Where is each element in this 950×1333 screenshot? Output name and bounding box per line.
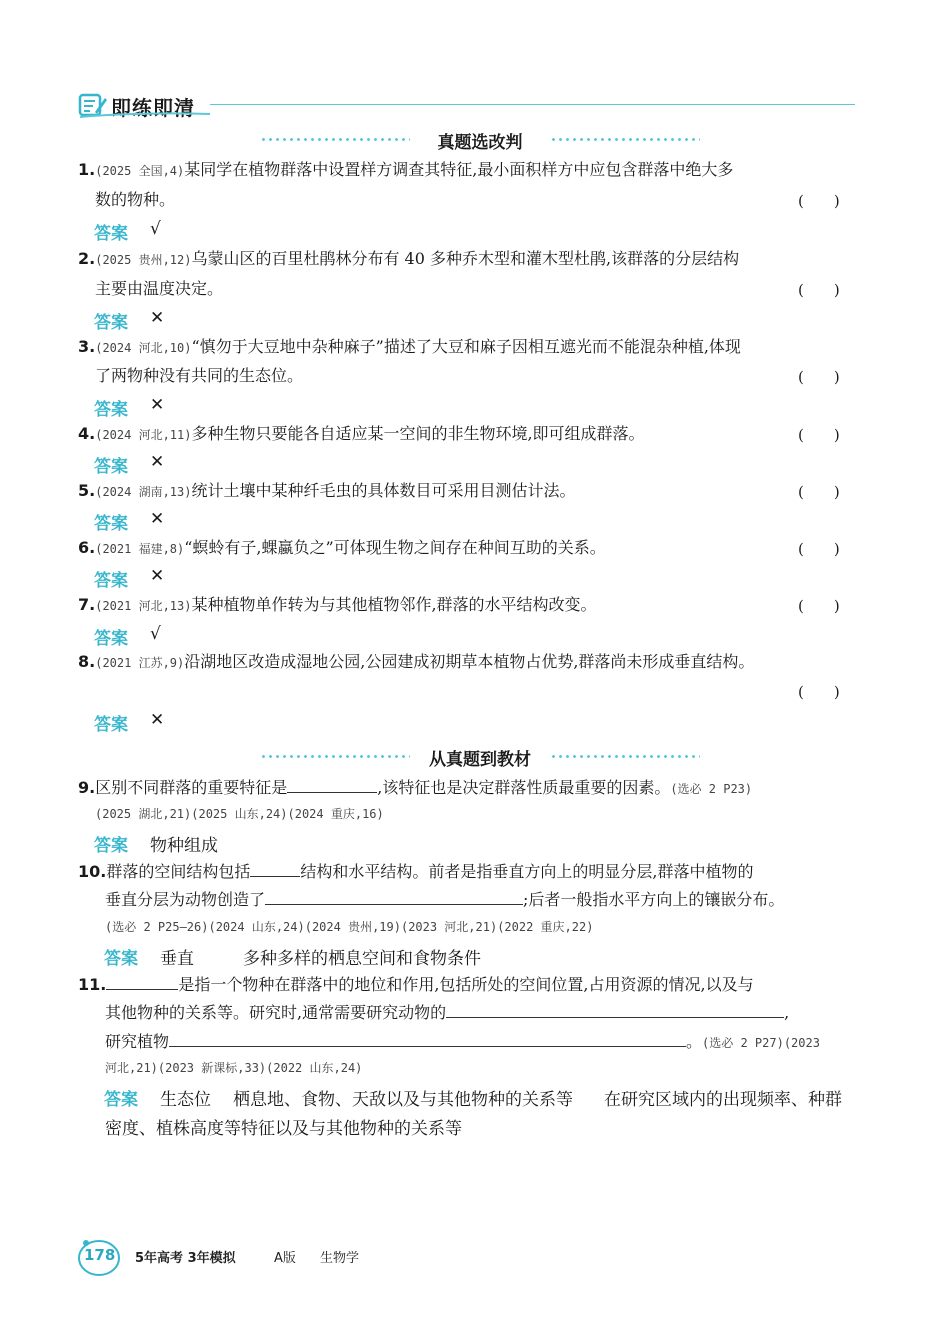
question-source: (2021 河北,13) [95, 599, 192, 613]
question-1-line-1 [78, 160, 733, 181]
question-number: 1. [78, 160, 96, 179]
answer-parentheses: ( ) [798, 192, 840, 210]
question-text: 乌蒙山区的百里杜鹃林分布有 40 多种乔木型和灌木型杜鹃,该群落的分层结构 [191, 249, 740, 268]
question-3-line-1 [78, 337, 741, 358]
question-8-line-1 [78, 652, 754, 673]
answer-label: 答案 [94, 514, 128, 534]
book-title: 5年高考 3年模拟 [135, 1251, 236, 1266]
question-number: 4. [78, 424, 96, 443]
question-source: (2024 河北,11) [95, 428, 192, 442]
question-9-line-1 [78, 776, 752, 799]
question-1-line-2: 数的物种。 [95, 190, 176, 209]
page-number: 178 [84, 1246, 116, 1264]
answer-value: 物种组成 [150, 836, 218, 856]
answer-parentheses: ( ) [798, 597, 840, 615]
answer-label: 答案 [94, 400, 128, 420]
textbook-reference: (选必 2 P27)(2023 [702, 1036, 820, 1050]
question-2-line-1 [78, 249, 739, 270]
question-text: 群落的空间结构包括 [106, 862, 251, 881]
question-number: 11. [78, 975, 107, 994]
page-title: 即练即清 [111, 96, 195, 120]
question-text: 某同学在植物群落中设置样方调查其特征,最小面积样方中应包含群落中绝大多 [184, 160, 734, 179]
title-underline-decoration [80, 112, 210, 118]
answer-value: ✕ [150, 710, 165, 730]
book-subject: 生物学 [320, 1251, 360, 1266]
question-text: 结构和水平结构。前者是指垂直方向上的明显分层,群落中植物的 [300, 862, 754, 881]
answer-value: ✕ [150, 395, 165, 415]
answer-label: 答案 [104, 949, 138, 969]
answer-value: ✕ [150, 452, 165, 472]
answer-value: √ [150, 624, 161, 644]
answer-value: 生态位 [160, 1090, 211, 1110]
answer-value: √ [150, 219, 161, 239]
question-number: 9. [78, 778, 96, 797]
answer-parentheses: ( ) [798, 368, 840, 386]
question-sources: 河北,21)(2023 新课标,33)(2022 山东,24) [105, 1061, 363, 1075]
fill-in-blank [265, 888, 523, 905]
question-number: 2. [78, 249, 96, 268]
question-11-line-3 [105, 1030, 820, 1053]
question-text: “慎勿于大豆地中杂种麻子”描述了大豆和麻子因相互遮光而不能混杂种植,体现 [191, 337, 741, 356]
fill-in-blank [287, 776, 377, 793]
question-7-line-1 [78, 595, 597, 616]
question-text: “螟蛉有子,蜾蠃负之”可体现生物之间存在种间互助的关系。 [184, 538, 606, 557]
dotted-divider-right [550, 755, 700, 758]
question-3-line-2: 了两物种没有共同的生态位。 [95, 366, 304, 385]
section-heading-1 [260, 128, 700, 153]
question-source: (2024 湖南,13) [95, 485, 192, 499]
answer-label: 答案 [94, 715, 128, 735]
section-title: 真题选改判 [437, 133, 523, 153]
textbook-reference: (选必 2 P23) [670, 782, 753, 796]
question-text: 沿湖地区改造成湿地公园,公园建成初期草本植物占优势,群落尚未形成垂直结构。 [184, 652, 755, 671]
question-6-line-1 [78, 538, 606, 559]
answer-value: 密度、植株高度等特征以及与其他物种的关系等 [105, 1119, 462, 1139]
question-5-line-1 [78, 481, 575, 502]
answer-parentheses: ( ) [798, 540, 840, 558]
question-source: (2025 全国,4) [95, 164, 185, 178]
question-number: 3. [78, 337, 96, 356]
fill-in-blank [106, 973, 178, 990]
question-11-line-1 [78, 973, 754, 995]
question-text: , [784, 1003, 790, 1022]
question-10-line-1 [78, 860, 753, 882]
question-number: 10. [78, 862, 107, 881]
answer-parentheses: ( ) [798, 483, 840, 501]
question-text: ,该特征也是决定群落性质最重要的因素。 [377, 778, 671, 797]
answer-value: 多种多样的栖息空间和食物条件 [243, 949, 481, 969]
question-2-line-2: 主要由温度决定。 [95, 279, 224, 298]
fill-in-blank [169, 1030, 686, 1047]
question-text: 区别不同群落的重要特征是 [95, 778, 288, 797]
answer-label: 答案 [94, 457, 128, 477]
dotted-divider-left [260, 755, 410, 758]
question-source: (2021 福建,8) [95, 542, 185, 556]
fill-in-blank [250, 860, 300, 877]
question-text: 其他物种的关系等。研究时,通常需要研究动物的 [105, 1003, 447, 1022]
dotted-divider-left [260, 138, 410, 141]
answer-parentheses: ( ) [798, 683, 840, 701]
question-text: 某种植物单作转为与其他植物邻作,群落的水平结构改变。 [191, 595, 597, 614]
book-edition: A版 [274, 1251, 296, 1266]
question-text: 统计土壤中某种纤毛虫的具体数目可采用目测估计法。 [191, 481, 576, 500]
answer-value: ✕ [150, 509, 165, 529]
question-text: 。 [686, 1032, 703, 1051]
fill-in-blank [446, 1001, 784, 1018]
dotted-divider-right [550, 138, 700, 141]
question-sources: (选必 2 P25—26)(2024 山东,24)(2024 贵州,19)(2023 河北,21)(2022 重庆,22) [105, 920, 594, 934]
question-text: 是指一个物种在群落中的地位和作用,包括所处的空间位置,占用资源的情况,以及与 [178, 975, 754, 994]
question-sources: (2025 湖北,21)(2025 山东,24)(2024 重庆,16) [95, 807, 384, 821]
question-4-line-1 [78, 424, 645, 445]
answer-value: ✕ [150, 566, 165, 586]
answer-parentheses: ( ) [798, 426, 840, 444]
question-number: 7. [78, 595, 96, 614]
answer-label: 答案 [94, 629, 128, 649]
question-text: 多种生物只要能各自适应某一空间的非生物环境,即可组成群落。 [191, 424, 645, 443]
answer-value: 在研究区域内的出现频率、种群 [604, 1090, 842, 1110]
question-text: ;后者一般指水平方向上的镶嵌分布。 [523, 890, 785, 909]
question-source: (2024 河北,10) [95, 341, 192, 355]
answer-value: 栖息地、食物、天敌以及与其他物种的关系等 [233, 1090, 573, 1110]
question-11-line-2 [105, 1001, 789, 1023]
answer-label: 答案 [94, 224, 128, 244]
question-text: 研究植物 [105, 1032, 170, 1051]
answer-label: 答案 [94, 836, 128, 856]
header-rule [210, 104, 855, 105]
answer-label: 答案 [94, 313, 128, 333]
section-title: 从真题到教材 [429, 750, 531, 770]
answer-parentheses: ( ) [798, 281, 840, 299]
answer-value: ✕ [150, 308, 165, 328]
section-heading-2 [260, 745, 700, 770]
question-text: 垂直分层为动物创造了 [105, 890, 266, 909]
answer-label: 答案 [94, 571, 128, 591]
question-source: (2021 江苏,9) [95, 656, 185, 670]
question-number: 8. [78, 652, 96, 671]
question-source: (2025 贵州,12) [95, 253, 192, 267]
question-number: 6. [78, 538, 96, 557]
question-10-line-2 [105, 888, 784, 910]
question-number: 5. [78, 481, 96, 500]
answer-value: 垂直 [160, 949, 194, 969]
answer-label: 答案 [104, 1090, 138, 1110]
